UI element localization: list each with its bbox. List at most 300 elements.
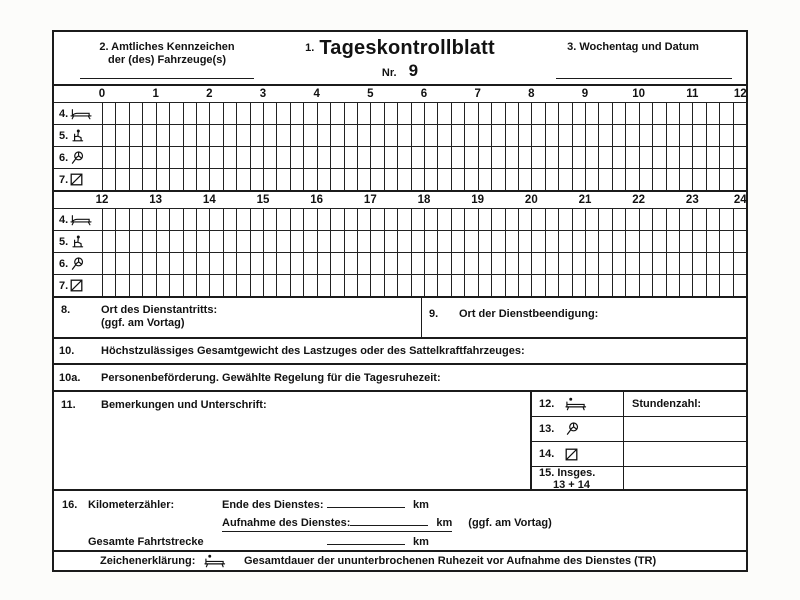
time-cell[interactable] <box>532 125 544 146</box>
time-cell[interactable] <box>693 147 705 168</box>
time-cell[interactable] <box>210 275 222 296</box>
time-cell[interactable] <box>115 275 128 296</box>
time-cell[interactable] <box>491 147 504 168</box>
time-cell[interactable] <box>612 253 625 274</box>
time-cell[interactable] <box>183 275 196 296</box>
time-cell[interactable] <box>545 125 558 146</box>
time-cell[interactable] <box>437 231 450 252</box>
time-cell[interactable] <box>706 231 719 252</box>
time-cell[interactable] <box>505 275 518 296</box>
time-cell[interactable] <box>625 147 638 168</box>
time-cell[interactable] <box>210 103 222 124</box>
time-cell[interactable] <box>129 275 142 296</box>
time-cell[interactable] <box>733 147 746 168</box>
time-cell[interactable] <box>344 231 357 252</box>
time-cell[interactable] <box>330 209 343 230</box>
time-cell[interactable] <box>733 209 746 230</box>
time-cell[interactable] <box>303 275 316 296</box>
time-cell[interactable] <box>679 147 692 168</box>
time-cell[interactable] <box>142 125 155 146</box>
time-cell[interactable] <box>411 125 424 146</box>
time-cell[interactable] <box>437 147 450 168</box>
time-cell[interactable] <box>612 147 625 168</box>
time-cell[interactable] <box>479 125 491 146</box>
time-cell[interactable] <box>210 147 222 168</box>
time-cell[interactable] <box>223 103 236 124</box>
time-cell[interactable] <box>330 125 343 146</box>
time-cell[interactable] <box>371 209 383 230</box>
time-cell[interactable] <box>397 209 410 230</box>
time-cell[interactable] <box>598 169 611 190</box>
time-cell[interactable] <box>572 209 585 230</box>
time-cell[interactable] <box>157 209 169 230</box>
time-cell[interactable] <box>640 209 652 230</box>
time-cell[interactable] <box>558 209 571 230</box>
time-cell[interactable] <box>625 231 638 252</box>
time-cell[interactable] <box>303 231 316 252</box>
time-cell[interactable] <box>491 275 504 296</box>
time-cell[interactable] <box>572 231 585 252</box>
time-cell[interactable] <box>129 231 142 252</box>
time-cell[interactable] <box>464 147 477 168</box>
time-cell[interactable] <box>276 147 289 168</box>
time-cell[interactable] <box>425 103 437 124</box>
time-cell[interactable] <box>371 275 383 296</box>
time-cell[interactable] <box>157 253 169 274</box>
time-cell[interactable] <box>357 231 370 252</box>
time-cell[interactable] <box>115 169 128 190</box>
time-cell[interactable] <box>236 125 249 146</box>
time-cell[interactable] <box>103 103 115 124</box>
time-cell[interactable] <box>196 253 209 274</box>
time-cell[interactable] <box>157 231 169 252</box>
time-cell[interactable] <box>264 147 276 168</box>
time-cell[interactable] <box>250 125 263 146</box>
time-cell[interactable] <box>290 125 303 146</box>
time-cell[interactable] <box>451 147 464 168</box>
time-cell[interactable] <box>236 275 249 296</box>
time-cell[interactable] <box>196 209 209 230</box>
time-cell[interactable] <box>679 275 692 296</box>
time-cell[interactable] <box>397 147 410 168</box>
time-cell[interactable] <box>223 147 236 168</box>
time-cell[interactable] <box>733 231 746 252</box>
time-cell[interactable] <box>437 253 450 274</box>
time-cell[interactable] <box>558 169 571 190</box>
time-cell[interactable] <box>318 169 330 190</box>
time-cell[interactable] <box>598 231 611 252</box>
time-cell[interactable] <box>733 169 746 190</box>
time-cell[interactable] <box>196 125 209 146</box>
time-cell[interactable] <box>666 125 679 146</box>
time-cell[interactable] <box>612 209 625 230</box>
time-cell[interactable] <box>572 125 585 146</box>
time-cell[interactable] <box>290 147 303 168</box>
time-cell[interactable] <box>679 169 692 190</box>
time-cell[interactable] <box>464 275 477 296</box>
time-cell[interactable] <box>344 125 357 146</box>
time-cell[interactable] <box>303 103 316 124</box>
time-cell[interactable] <box>129 125 142 146</box>
time-cell[interactable] <box>652 253 665 274</box>
time-cell[interactable] <box>397 169 410 190</box>
time-cell[interactable] <box>640 231 652 252</box>
time-cell[interactable] <box>545 231 558 252</box>
time-cell[interactable] <box>183 125 196 146</box>
time-cell[interactable] <box>384 103 397 124</box>
time-cell[interactable] <box>236 209 249 230</box>
time-cell[interactable] <box>666 275 679 296</box>
time-cell[interactable] <box>451 103 464 124</box>
time-cell[interactable] <box>652 209 665 230</box>
time-cell[interactable] <box>169 103 182 124</box>
time-cell[interactable] <box>666 169 679 190</box>
time-cell[interactable] <box>518 253 531 274</box>
time-cell[interactable] <box>250 103 263 124</box>
time-cell[interactable] <box>318 147 330 168</box>
time-cell[interactable] <box>532 209 544 230</box>
time-cell[interactable] <box>652 103 665 124</box>
time-cell[interactable] <box>357 253 370 274</box>
time-cell[interactable] <box>464 253 477 274</box>
time-cell[interactable] <box>303 147 316 168</box>
time-cell[interactable] <box>318 275 330 296</box>
time-cell[interactable] <box>357 209 370 230</box>
time-cell[interactable] <box>115 209 128 230</box>
time-cell[interactable] <box>371 253 383 274</box>
time-cell[interactable] <box>303 125 316 146</box>
time-cell[interactable] <box>545 147 558 168</box>
time-cell[interactable] <box>210 209 222 230</box>
time-cell[interactable] <box>640 125 652 146</box>
time-cell[interactable] <box>196 169 209 190</box>
time-cell[interactable] <box>157 169 169 190</box>
time-cell[interactable] <box>598 125 611 146</box>
time-cell[interactable] <box>357 125 370 146</box>
time-cell[interactable] <box>371 147 383 168</box>
time-cell[interactable] <box>545 103 558 124</box>
time-cell[interactable] <box>142 231 155 252</box>
time-cell[interactable] <box>250 231 263 252</box>
time-cell[interactable] <box>142 209 155 230</box>
time-cell[interactable] <box>103 231 115 252</box>
time-cell[interactable] <box>464 209 477 230</box>
time-cell[interactable] <box>397 275 410 296</box>
time-cell[interactable] <box>733 125 746 146</box>
time-cell[interactable] <box>558 231 571 252</box>
time-cell[interactable] <box>103 209 115 230</box>
time-cell[interactable] <box>276 253 289 274</box>
time-cell[interactable] <box>545 209 558 230</box>
time-cell[interactable] <box>572 253 585 274</box>
time-cell[interactable] <box>545 169 558 190</box>
time-cell[interactable] <box>719 209 732 230</box>
time-cell[interactable] <box>558 125 571 146</box>
time-cell[interactable] <box>532 231 544 252</box>
time-cell[interactable] <box>264 275 276 296</box>
time-cell[interactable] <box>236 147 249 168</box>
time-cell[interactable] <box>169 275 182 296</box>
time-cell[interactable] <box>250 169 263 190</box>
time-cell[interactable] <box>223 209 236 230</box>
time-cell[interactable] <box>115 103 128 124</box>
time-cell[interactable] <box>223 125 236 146</box>
time-cell[interactable] <box>210 125 222 146</box>
time-cell[interactable] <box>276 275 289 296</box>
time-cell[interactable] <box>330 231 343 252</box>
time-cell[interactable] <box>586 253 598 274</box>
time-cell[interactable] <box>330 147 343 168</box>
time-cell[interactable] <box>464 169 477 190</box>
time-cell[interactable] <box>276 169 289 190</box>
row-15-value-cell[interactable] <box>624 467 746 491</box>
time-cell[interactable] <box>464 103 477 124</box>
time-cell[interactable] <box>625 275 638 296</box>
time-cell[interactable] <box>330 169 343 190</box>
row-12-value-cell[interactable] <box>624 392 746 416</box>
time-cell[interactable] <box>236 253 249 274</box>
time-cell[interactable] <box>437 125 450 146</box>
time-cell[interactable] <box>290 169 303 190</box>
time-cell[interactable] <box>196 103 209 124</box>
time-cell[interactable] <box>491 231 504 252</box>
time-cell[interactable] <box>666 209 679 230</box>
time-cell[interactable] <box>142 103 155 124</box>
time-cell[interactable] <box>344 209 357 230</box>
time-cell[interactable] <box>371 169 383 190</box>
time-cell[interactable] <box>411 275 424 296</box>
time-cell[interactable] <box>505 169 518 190</box>
time-cell[interactable] <box>344 275 357 296</box>
time-cell[interactable] <box>706 103 719 124</box>
time-cell[interactable] <box>264 209 276 230</box>
time-cell[interactable] <box>303 253 316 274</box>
time-cell[interactable] <box>518 275 531 296</box>
time-cell[interactable] <box>518 231 531 252</box>
time-cell[interactable] <box>640 253 652 274</box>
time-cell[interactable] <box>518 169 531 190</box>
time-cell[interactable] <box>666 147 679 168</box>
time-cell[interactable] <box>572 147 585 168</box>
time-cell[interactable] <box>598 253 611 274</box>
time-cell[interactable] <box>451 169 464 190</box>
time-cell[interactable] <box>679 253 692 274</box>
time-cell[interactable] <box>518 209 531 230</box>
time-cell[interactable] <box>318 231 330 252</box>
time-cell[interactable] <box>196 275 209 296</box>
time-cell[interactable] <box>103 169 115 190</box>
time-cell[interactable] <box>598 103 611 124</box>
time-cell[interactable] <box>290 275 303 296</box>
time-cell[interactable] <box>223 275 236 296</box>
time-cell[interactable] <box>572 169 585 190</box>
time-cell[interactable] <box>545 253 558 274</box>
time-cell[interactable] <box>330 275 343 296</box>
time-cell[interactable] <box>612 169 625 190</box>
time-cell[interactable] <box>411 231 424 252</box>
time-cell[interactable] <box>464 125 477 146</box>
time-cell[interactable] <box>693 253 705 274</box>
time-cell[interactable] <box>290 103 303 124</box>
time-cell[interactable] <box>103 125 115 146</box>
time-cell[interactable] <box>157 147 169 168</box>
time-cell[interactable] <box>276 209 289 230</box>
time-cell[interactable] <box>451 209 464 230</box>
time-cell[interactable] <box>129 209 142 230</box>
time-cell[interactable] <box>129 253 142 274</box>
time-cell[interactable] <box>640 103 652 124</box>
time-cell[interactable] <box>640 275 652 296</box>
time-cell[interactable] <box>157 125 169 146</box>
time-cell[interactable] <box>142 275 155 296</box>
time-cell[interactable] <box>733 275 746 296</box>
time-cell[interactable] <box>169 209 182 230</box>
time-cell[interactable] <box>719 169 732 190</box>
time-cell[interactable] <box>598 147 611 168</box>
time-cell[interactable] <box>518 103 531 124</box>
time-cell[interactable] <box>411 147 424 168</box>
time-cell[interactable] <box>719 125 732 146</box>
time-cell[interactable] <box>425 209 437 230</box>
time-cell[interactable] <box>451 275 464 296</box>
time-cell[interactable] <box>236 103 249 124</box>
time-cell[interactable] <box>586 275 598 296</box>
time-cell[interactable] <box>103 275 115 296</box>
time-cell[interactable] <box>264 103 276 124</box>
time-cell[interactable] <box>330 253 343 274</box>
time-cell[interactable] <box>625 209 638 230</box>
time-cell[interactable] <box>371 103 383 124</box>
time-cell[interactable] <box>625 103 638 124</box>
time-cell[interactable] <box>250 275 263 296</box>
time-cell[interactable] <box>572 103 585 124</box>
time-cell[interactable] <box>652 275 665 296</box>
time-cell[interactable] <box>706 209 719 230</box>
time-cell[interactable] <box>115 253 128 274</box>
time-cell[interactable] <box>357 147 370 168</box>
time-cell[interactable] <box>371 231 383 252</box>
time-cell[interactable] <box>706 169 719 190</box>
time-cell[interactable] <box>425 275 437 296</box>
time-cell[interactable] <box>532 169 544 190</box>
time-cell[interactable] <box>505 125 518 146</box>
time-cell[interactable] <box>733 103 746 124</box>
time-cell[interactable] <box>384 125 397 146</box>
time-cell[interactable] <box>384 275 397 296</box>
time-cell[interactable] <box>384 169 397 190</box>
time-cell[interactable] <box>479 253 491 274</box>
end-of-duty-km-blank[interactable] <box>327 497 405 508</box>
time-cell[interactable] <box>518 147 531 168</box>
time-cell[interactable] <box>411 253 424 274</box>
field-3-blank-line[interactable] <box>556 78 732 79</box>
time-cell[interactable] <box>491 253 504 274</box>
time-cell[interactable] <box>479 103 491 124</box>
time-cell[interactable] <box>425 253 437 274</box>
time-cell[interactable] <box>250 253 263 274</box>
time-cell[interactable] <box>679 103 692 124</box>
time-cell[interactable] <box>264 125 276 146</box>
time-cell[interactable] <box>640 147 652 168</box>
row-14-value-cell[interactable] <box>624 442 746 466</box>
time-cell[interactable] <box>290 209 303 230</box>
time-cell[interactable] <box>276 103 289 124</box>
time-cell[interactable] <box>451 125 464 146</box>
time-cell[interactable] <box>491 209 504 230</box>
time-cell[interactable] <box>183 103 196 124</box>
time-cell[interactable] <box>318 209 330 230</box>
time-cell[interactable] <box>679 125 692 146</box>
time-cell[interactable] <box>223 253 236 274</box>
time-cell[interactable] <box>236 169 249 190</box>
time-cell[interactable] <box>532 103 544 124</box>
time-cell[interactable] <box>640 169 652 190</box>
time-cell[interactable] <box>129 147 142 168</box>
time-cell[interactable] <box>693 231 705 252</box>
time-cell[interactable] <box>719 253 732 274</box>
time-cell[interactable] <box>183 231 196 252</box>
time-cell[interactable] <box>264 253 276 274</box>
time-cell[interactable] <box>437 169 450 190</box>
time-cell[interactable] <box>586 125 598 146</box>
time-cell[interactable] <box>558 103 571 124</box>
time-cell[interactable] <box>518 125 531 146</box>
time-cell[interactable] <box>652 231 665 252</box>
time-cell[interactable] <box>505 253 518 274</box>
time-cell[interactable] <box>532 253 544 274</box>
time-cell[interactable] <box>357 275 370 296</box>
time-cell[interactable] <box>264 231 276 252</box>
time-cell[interactable] <box>223 169 236 190</box>
time-cell[interactable] <box>142 253 155 274</box>
time-cell[interactable] <box>612 125 625 146</box>
time-cell[interactable] <box>719 147 732 168</box>
time-cell[interactable] <box>384 209 397 230</box>
time-cell[interactable] <box>115 125 128 146</box>
time-cell[interactable] <box>451 253 464 274</box>
time-cell[interactable] <box>491 125 504 146</box>
time-cell[interactable] <box>115 231 128 252</box>
time-cell[interactable] <box>142 169 155 190</box>
time-cell[interactable] <box>693 169 705 190</box>
time-cell[interactable] <box>451 231 464 252</box>
time-cell[interactable] <box>706 253 719 274</box>
time-cell[interactable] <box>223 231 236 252</box>
time-cell[interactable] <box>437 275 450 296</box>
time-cell[interactable] <box>586 147 598 168</box>
time-cell[interactable] <box>129 103 142 124</box>
time-cell[interactable] <box>505 209 518 230</box>
time-cell[interactable] <box>464 231 477 252</box>
time-cell[interactable] <box>652 147 665 168</box>
time-cell[interactable] <box>505 147 518 168</box>
time-cell[interactable] <box>115 147 128 168</box>
time-cell[interactable] <box>157 103 169 124</box>
time-cell[interactable] <box>545 275 558 296</box>
time-cell[interactable] <box>196 147 209 168</box>
time-cell[interactable] <box>344 103 357 124</box>
time-cell[interactable] <box>276 125 289 146</box>
time-cell[interactable] <box>479 147 491 168</box>
time-cell[interactable] <box>357 169 370 190</box>
time-cell[interactable] <box>142 147 155 168</box>
time-cell[interactable] <box>344 253 357 274</box>
start-of-duty-km-blank[interactable] <box>350 515 428 526</box>
time-cell[interactable] <box>330 103 343 124</box>
time-cell[interactable] <box>479 275 491 296</box>
time-cell[interactable] <box>693 125 705 146</box>
time-cell[interactable] <box>491 103 504 124</box>
